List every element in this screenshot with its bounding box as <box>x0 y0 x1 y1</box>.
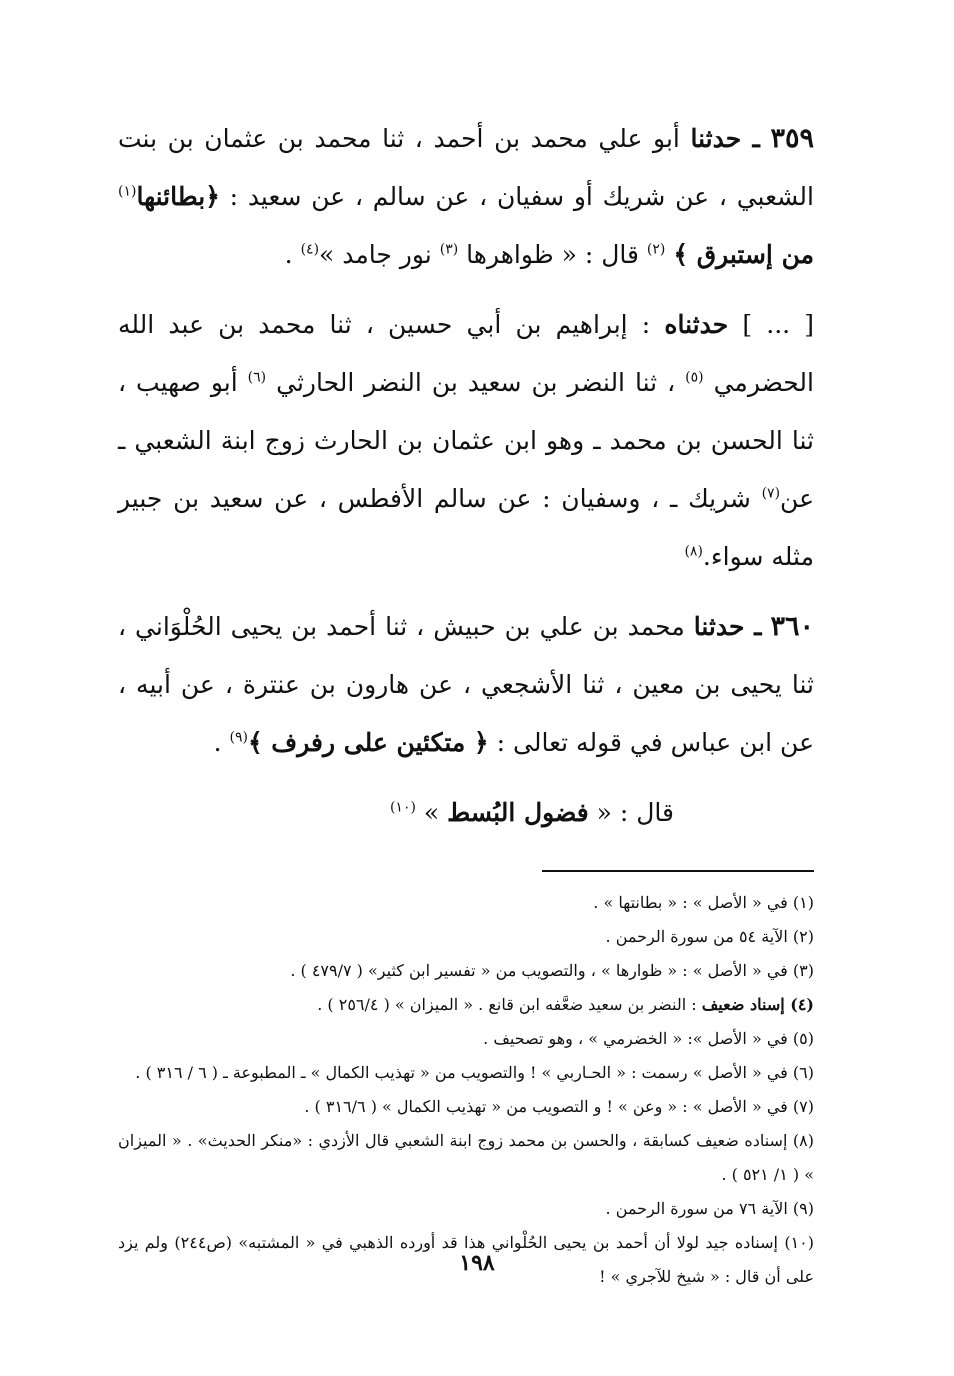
chain-text: ، ثنا النضر بن سعيد بن النضر الحارثي <box>276 368 676 397</box>
hadith-360-qala <box>118 784 674 842</box>
hadith-label: ـ حدثنا <box>693 612 762 641</box>
footnote-1: (١) في « الأصل » : « بطانتها » . <box>593 893 814 912</box>
chain-text: شريك ـ ، وسفيان : عن سالم الأفطس ، عن سعيد بن جبير مثله سواء. <box>118 484 814 571</box>
ellipsis-bracket: [ ... ] <box>742 310 815 339</box>
footnote-mark: (٦) <box>247 369 267 386</box>
footnote-mark: (٥) <box>685 369 704 386</box>
footnote-5: (٥) في « الأصل »: « الخضرمي » ، وهو تصحيف . <box>483 1029 814 1048</box>
footnote-9: (٩) الآية ٧٦ من سورة الرحمن . <box>605 1199 814 1218</box>
quran-verse: ﴿بطائنها <box>136 182 220 211</box>
hadith-text: محمد بن علي بن حبيش ، ثنا أحمد بن يحيى الحُلْوَاني ، ثنا يحيى بن معين ، ثنا الأشجعي ، عن هارون بن عنترة ، عن أبيه ، عن ابن عباس في قوله تعالى : <box>118 612 814 757</box>
qala-close: » <box>423 798 440 827</box>
hadith-label: ـ حدثنا <box>690 124 760 153</box>
quran-verse: ﴿ متكئين على رفرف ﴾ <box>247 728 489 757</box>
footnote-3: (٣) في « الأصل » : « ظوارها » ، والتصويب من « تفسير ابن كثير» ( ٤٧٩/٧ ) . <box>290 961 814 980</box>
footnote-4 <box>118 988 814 1022</box>
footnote-mark: (٩) <box>229 729 248 746</box>
footnote-mark: (١) <box>118 183 137 200</box>
footnote-mark: (١٠) <box>389 799 416 816</box>
page-number: ١٩٨ <box>459 1250 495 1276</box>
chain-label: حدثناه <box>664 310 729 339</box>
hadith-359 <box>118 110 814 284</box>
footnote-4-text: : النضر بن سعيد ضعَّفه ابن قانع . « الميزان » ( ٢٥٦/٤ ) . <box>317 995 697 1014</box>
qala-text: قال : « ظواهرها <box>466 240 639 269</box>
quran-verse-end: من إستبرق ﴾ <box>673 240 814 269</box>
chain-text: أبو صهيب ، ثنا الحسن بن محمد ـ وهو ابن عثمان بن الحارث زوج ابنة الشعبي ـ عن <box>118 368 814 513</box>
footnote-10: (١٠) إسناده جيد لولا أن أحمد بن يحيى الحُلْواني هذا قد أورده الذهبي في « المشتبه» (ص٢٤٤) ولم يزد على أن قال : « شيخ للآجري » ! <box>118 1233 815 1286</box>
period: . <box>213 728 222 757</box>
footnote-mark: (٣) <box>439 241 459 258</box>
qala-bold: فضول البُسط <box>447 798 589 827</box>
hadith-number: ٣٥٩ <box>770 123 815 154</box>
footnote-6: (٦) في « الأصل » رسمت : « الحـاربي » ! والتصويب من « تهذيب الكمال » ـ المطبوعة ـ ( ٦ / ٣١٦ ) . <box>135 1063 814 1082</box>
hadith-number: ٣٦٠ <box>770 611 814 642</box>
chain-paragraph <box>118 296 814 586</box>
chain-text: : إبراهيم بن أبي حسين ، ثنا محمد بن عبد الله الحضرمي <box>118 310 814 397</box>
footnote-7: (٧) في « الأصل » : « وعن » ! و التصويب من « تهذيب الكمال » ( ٣١٦/٦ ) . <box>304 1097 814 1116</box>
footnote-mark: (٢) <box>646 241 666 258</box>
footnote-8: (٨) إسناده ضعيف كسابقة ، والحسن بن محمد زوج ابنة الشعبي قال الأزدي : «منكر الحديث» . « الميزان » ( ١/ ٥٢١ ) . <box>118 1131 814 1184</box>
hadith-360 <box>118 598 814 772</box>
qala-text: قال : « <box>596 798 674 827</box>
footnotes <box>118 886 814 1294</box>
footnote-mark: (٨) <box>684 543 703 560</box>
footnote-2: (٢) الآية ٥٤ من سورة الرحمن . <box>605 927 814 946</box>
footnote-mark: (٧) <box>761 485 781 502</box>
footnote-divider <box>542 870 814 872</box>
qala-text-end: نور جامد » <box>319 240 432 269</box>
footnote-4-bold: (٤) إسناد ضعيف <box>701 995 814 1014</box>
period: . <box>284 240 293 269</box>
footnote-mark: (٤) <box>300 241 320 258</box>
hadith-text: أبو علي محمد بن أحمد ، ثنا محمد بن عثمان بن بنت الشعبي ، عن شريك أو سفيان ، عن سالم ، عن سعيد : <box>118 124 814 211</box>
